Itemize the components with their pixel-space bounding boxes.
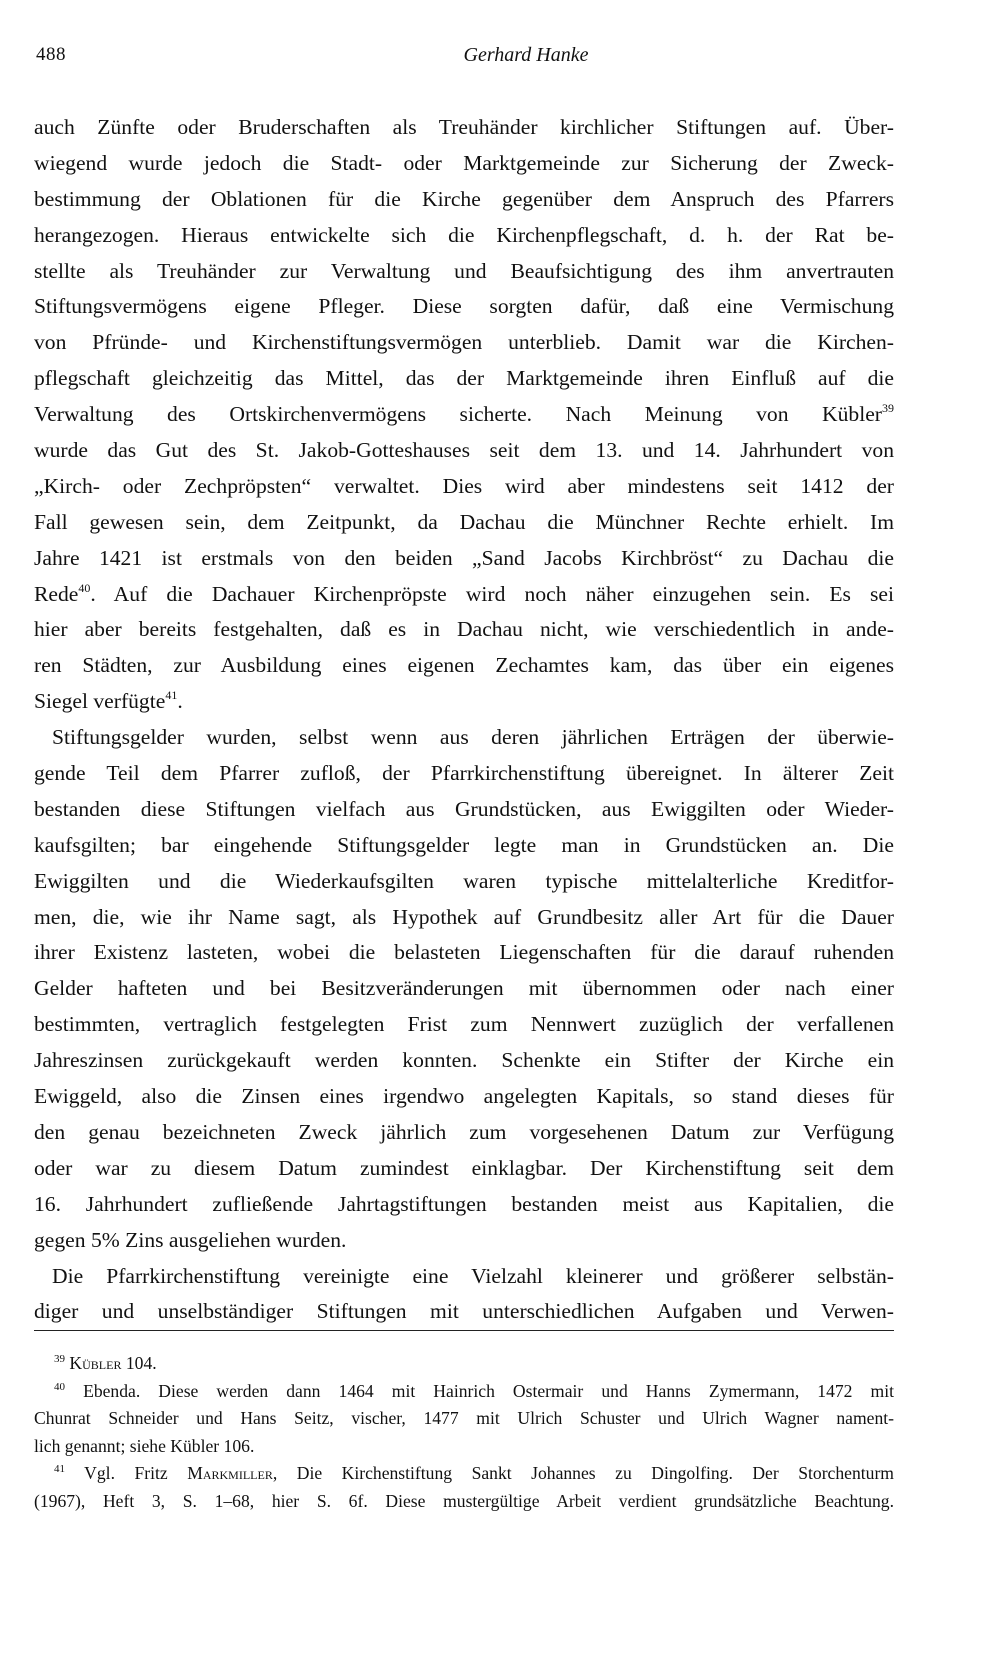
footnotes <box>34 1350 894 1516</box>
body-line: von Pfründe- und Kirchenstiftungsvermögen unterblieb. Damit war die Kirchen- <box>34 330 894 355</box>
body-line: bestanden diese Stiftungen vielfach aus Grundstücken, aus Ewiggilten oder Wieder- <box>34 796 894 821</box>
body-line: bestimmten, vertraglich festgelegten Frist zum Nennwert zuzüglich der verfallenen <box>34 1012 894 1037</box>
page-number: 488 <box>36 44 66 65</box>
body-line: Gelder hafteten und bei Besitzveränderungen mit übernommen oder nach einer <box>34 976 894 1001</box>
body-line: 16. Jahrhundert zufließende Jahrtagstiftungen bestanden meist aus Kapitalien, die <box>34 1191 894 1216</box>
paragraph-start-line: Stiftungsgelder wurden, selbst wenn aus deren jährlichen Erträgen der überwie- <box>52 725 894 750</box>
body-line: ihrer Existenz lasteten, wobei die belasteten Liegenschaften für die darauf ruhenden <box>34 940 894 965</box>
footnote-ref[interactable]: 39 <box>882 401 894 416</box>
body-line: ren Städten, zur Ausbildung eines eigenen Zechamtes kam, das über ein eigenes <box>34 653 894 678</box>
body-line: gende Teil dem Pfarrer zufloß, der Pfarrkirchenstiftung übereignet. In älterer Zeit <box>34 761 894 786</box>
paragraph-start-line: Die Pfarrkirchenstiftung vereinigte eine Vielzahl kleinerer und größerer selbstän- <box>52 1263 894 1288</box>
footnote-ref[interactable]: 40 <box>78 580 91 595</box>
body-line: stellte als Treuhänder zur Verwaltung und Beaufsichtigung des ihm anvertrauten <box>34 258 894 283</box>
footnote-divider <box>34 1330 894 1331</box>
body-line: „Kirch- oder Zechpröpsten“ verwaltet. Dies wird aber mindestens seit 1412 der <box>34 473 894 498</box>
body-line: herangezogen. Hieraus entwickelte sich die Kirchenpflegschaft, d. h. der Rat be- <box>34 222 894 247</box>
body-line: diger und unselbständiger Stiftungen mit unterschiedlichen Aufgaben und Verwen- <box>34 1299 894 1324</box>
body-line: oder war zu diesem Datum zumindest einklagbar. Der Kirchenstiftung seit dem <box>34 1155 894 1180</box>
body-line: bestimmung der Oblationen für die Kirche gegenüber dem Anspruch des Pfarrers <box>34 186 894 211</box>
body-line: Verwaltung des Ortskirchenvermögens sicherte. Nach Meinung von Kübler$^{39}$ <box>34 401 894 427</box>
body-line: Rede$^{40}$. Auf die Dachauer Kirchenpröpste wird noch näher einzugehen sein. Es sei <box>34 580 894 606</box>
body-line: Siegel verfügte$^{41}$. <box>34 688 183 714</box>
body-line: auch Zünfte oder Bruderschaften als Treuhänder kirchlicher Stiftungen auf. Über- <box>34 115 894 139</box>
page-header <box>36 44 936 74</box>
footnote-line: $^{41}$ Vgl. Fritz Markmiller, Die Kirchenstiftung Sankt Johannes zu Dingolfing. Der Storchenturm <box>54 1463 894 1484</box>
footnote-line: $^{40}$ Ebenda. Diese werden dann 1464 mit Hainrich Ostermair und Hanns Zymermann, 1472 mit <box>54 1380 894 1401</box>
footnote-line: (1967), Heft 3, S. 1–68, hier S. 6f. Diese mustergültige Arbeit verdient grundsätzliche Beachtung. <box>34 1490 894 1511</box>
body-line: men, die, wie ihr Name sagt, als Hypothek auf Grundbesitz aller Art für die Dauer <box>34 904 894 929</box>
body-line: wurde das Gut des St. Jakob-Gotteshauses seit dem 13. und 14. Jahrhundert von <box>34 438 894 463</box>
body-line: hier aber bereits festgehalten, daß es in Dachau nicht, wie verschiedentlich in ande- <box>34 617 894 642</box>
running-head: Gerhard Hanke <box>463 44 589 66</box>
body-line: Fall gewesen sein, dem Zeitpunkt, da Dachau die Münchner Rechte erhielt. Im <box>34 509 894 534</box>
body-line: Stiftungsvermögens eigene Pfleger. Diese sorgten dafür, daß eine Vermischung <box>34 294 894 319</box>
body-line: Ewiggeld, also die Zinsen eines irgendwo angelegten Kapitals, so stand dieses für <box>34 1084 894 1109</box>
body-line: kaufsgilten; bar eingehende Stiftungsgelder legte man in Grundstücken an. Die <box>34 832 894 857</box>
body-line: Jahreszinsen zurückgekauft werden konnten. Schenkte ein Stifter der Kirche ein <box>34 1048 894 1073</box>
footnote-line: Chunrat Schneider und Hans Seitz, vischer, 1477 mit Ulrich Schuster und Ulrich Wagner nament- <box>34 1408 894 1429</box>
body-line: Jahre 1421 ist erstmals von den beiden „Sand Jacobs Kirchbröst“ zu Dachau die <box>34 545 894 570</box>
footnote-line: $^{39}$ Kübler 104. <box>54 1353 157 1373</box>
body-line: den genau bezeichneten Zweck jährlich zum vorgesehenen Datum zur Verfügung <box>34 1119 894 1144</box>
footnote-ref[interactable]: 41 <box>165 688 178 703</box>
body-line: pflegschaft gleichzeitig das Mittel, das der Marktgemeinde ihren Einfluß auf die <box>34 366 894 391</box>
body-text <box>34 110 894 1330</box>
body-line: wiegend wurde jedoch die Stadt- oder Marktgemeinde zur Sicherung der Zweck- <box>34 150 894 175</box>
body-line: Ewiggilten und die Wiederkaufsgilten waren typische mittelalterliche Kreditfor- <box>34 868 894 893</box>
body-line: gegen 5% Zins ausgeliehen wurden. <box>34 1227 347 1252</box>
footnote-line: lich genannt; siehe Kübler 106. <box>34 1435 255 1456</box>
